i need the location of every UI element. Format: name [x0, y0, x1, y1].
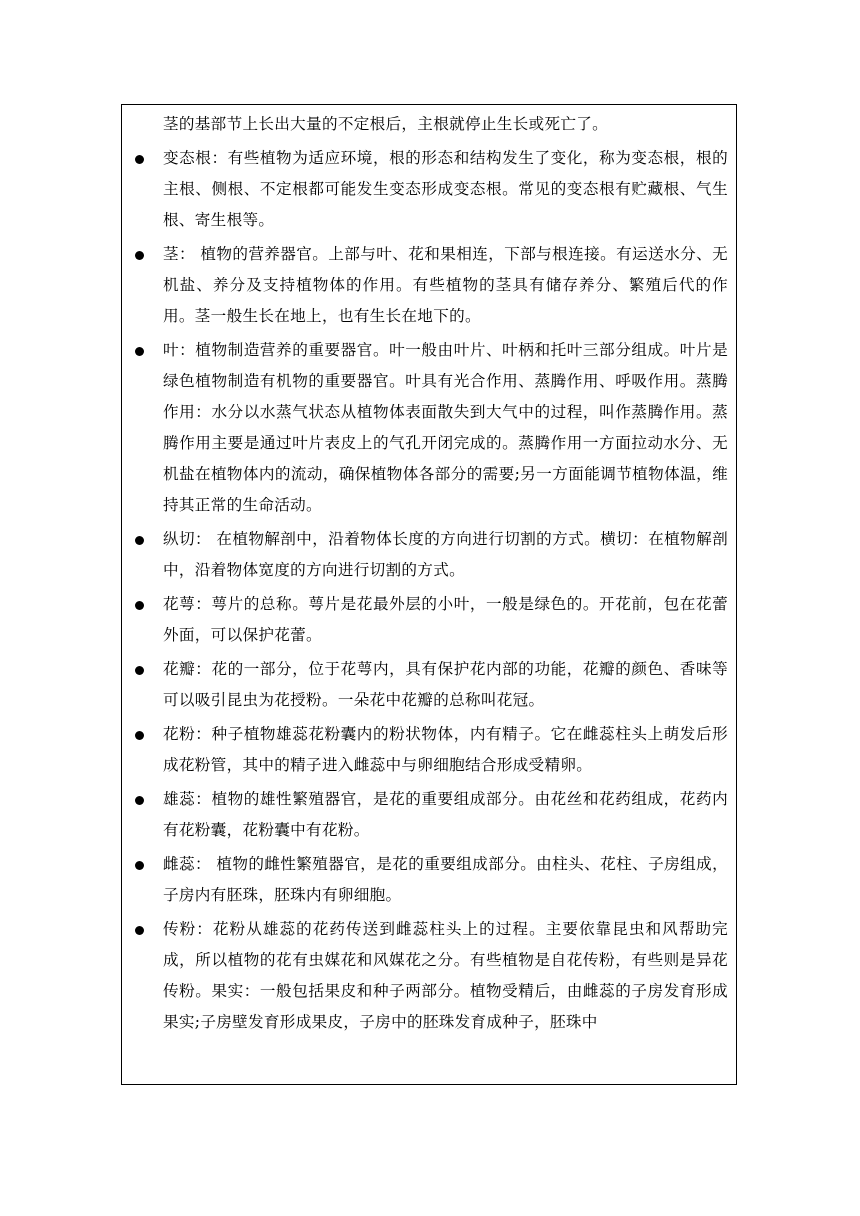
list-item-ye	[122, 335, 736, 521]
list-item-chuan-fen	[122, 914, 736, 1038]
list-item-hua-e	[122, 589, 736, 651]
paragraph-text: 花瓣：花的一部分，位于花萼内，具有保护花内部的功能，花瓣的颜色、香味等可以吸引昆虫为花授粉。一朵花中花瓣的总称叫花冠。	[163, 660, 728, 709]
bullet-icon	[135, 601, 144, 610]
text-box-frame	[121, 104, 737, 1085]
bullet-icon	[135, 861, 144, 870]
list-item-bian-tai-gen	[122, 143, 736, 236]
paragraph-text: 雄蕊：植物的雄性繁殖器官，是花的重要组成部分。由花丝和花药组成，花药内有花粉囊，花粉囊中有花粉。	[163, 790, 728, 839]
list-item-zong-qie	[122, 524, 736, 586]
list-item-jing	[122, 239, 736, 332]
paragraph-text: 雌蕊： 植物的雌性繁殖器官，是花的重要组成部分。由柱头、花柱、子房组成，子房内有胚珠，胚珠内有卵细胞。	[163, 855, 728, 904]
paragraph-text: 变态根：有些植物为适应环境，根的形态和结构发生了变化，称为变态根，根的主根、侧根、不定根都可能发生变态形成变态根。常见的变态根有贮藏根、气生根、寄生根等。	[163, 149, 728, 229]
bullet-icon	[135, 347, 144, 356]
paragraph-text: 花萼：萼片的总称。萼片是花最外层的小叶，一般是绿色的。开花前，包在花蕾外面，可以保护花蕾。	[163, 595, 728, 644]
list-item-xiong-rui	[122, 784, 736, 846]
list-item-ci-rui	[122, 849, 736, 911]
paragraph-text: 纵切： 在植物解剖中，沿着物体长度的方向进行切割的方式。横切：在植物解剖中，沿着物体宽度的方向进行切割的方式。	[163, 530, 728, 579]
list-item-hua-ban	[122, 654, 736, 716]
paragraph-text: 花粉：种子植物雄蕊花粉囊内的粉状物体，内有精子。它在雌蕊柱头上萌发后形成花粉管，其中的精子进入雌蕊中与卵细胞结合形成受精卵。	[163, 725, 728, 774]
bullet-icon	[135, 155, 144, 164]
bullet-icon	[135, 666, 144, 675]
bullet-icon	[135, 796, 144, 805]
paragraph-text: 茎的基部节上长出大量的不定根后，主根就停止生长或死亡了。	[163, 115, 609, 133]
bullet-icon	[135, 731, 144, 740]
bullet-icon	[135, 536, 144, 545]
paragraph-text: 传粉：花粉从雄蕊的花药传送到雌蕊柱头上的过程。主要依靠昆虫和风帮助完成，所以植物的花有虫媒花和风媒花之分。有些植物是自花传粉，有些则是异花传粉。果实：一般包括果皮和种子两部分。植物受精后，由雌蕊的子房发育形成果实;子房壁发育形成果皮，子房中的胚珠发育成种子，胚珠中	[163, 920, 728, 1031]
document-body	[122, 109, 736, 1038]
list-item-hua-fen	[122, 719, 736, 781]
bullet-icon	[135, 251, 144, 260]
paragraph-text: 茎： 植物的营养器官。上部与叶、花和果相连，下部与根连接。有运送水分、无机盐、养分及支持植物体的作用。有些植物的茎具有储存养分、繁殖后代的作用。茎一般生长在地上，也有生长在地下的。	[163, 245, 728, 325]
bullet-icon	[135, 926, 144, 935]
paragraph-continuation	[122, 109, 736, 140]
paragraph-text: 叶：植物制造营养的重要器官。叶一般由叶片、叶柄和托叶三部分组成。叶片是绿色植物制造有机物的重要器官。叶具有光合作用、蒸腾作用、呼吸作用。蒸腾作用：水分以水蒸气状态从植物体表面散失到大气中的过程，叫作蒸腾作用。蒸腾作用主要是通过叶片表皮上的气孔开闭完成的。蒸腾作用一方面拉动水分、无机盐在植物体内的流动，确保植物体各部分的需要;另一方面能调节植物体温，维持其正常的生命活动。	[163, 341, 728, 514]
